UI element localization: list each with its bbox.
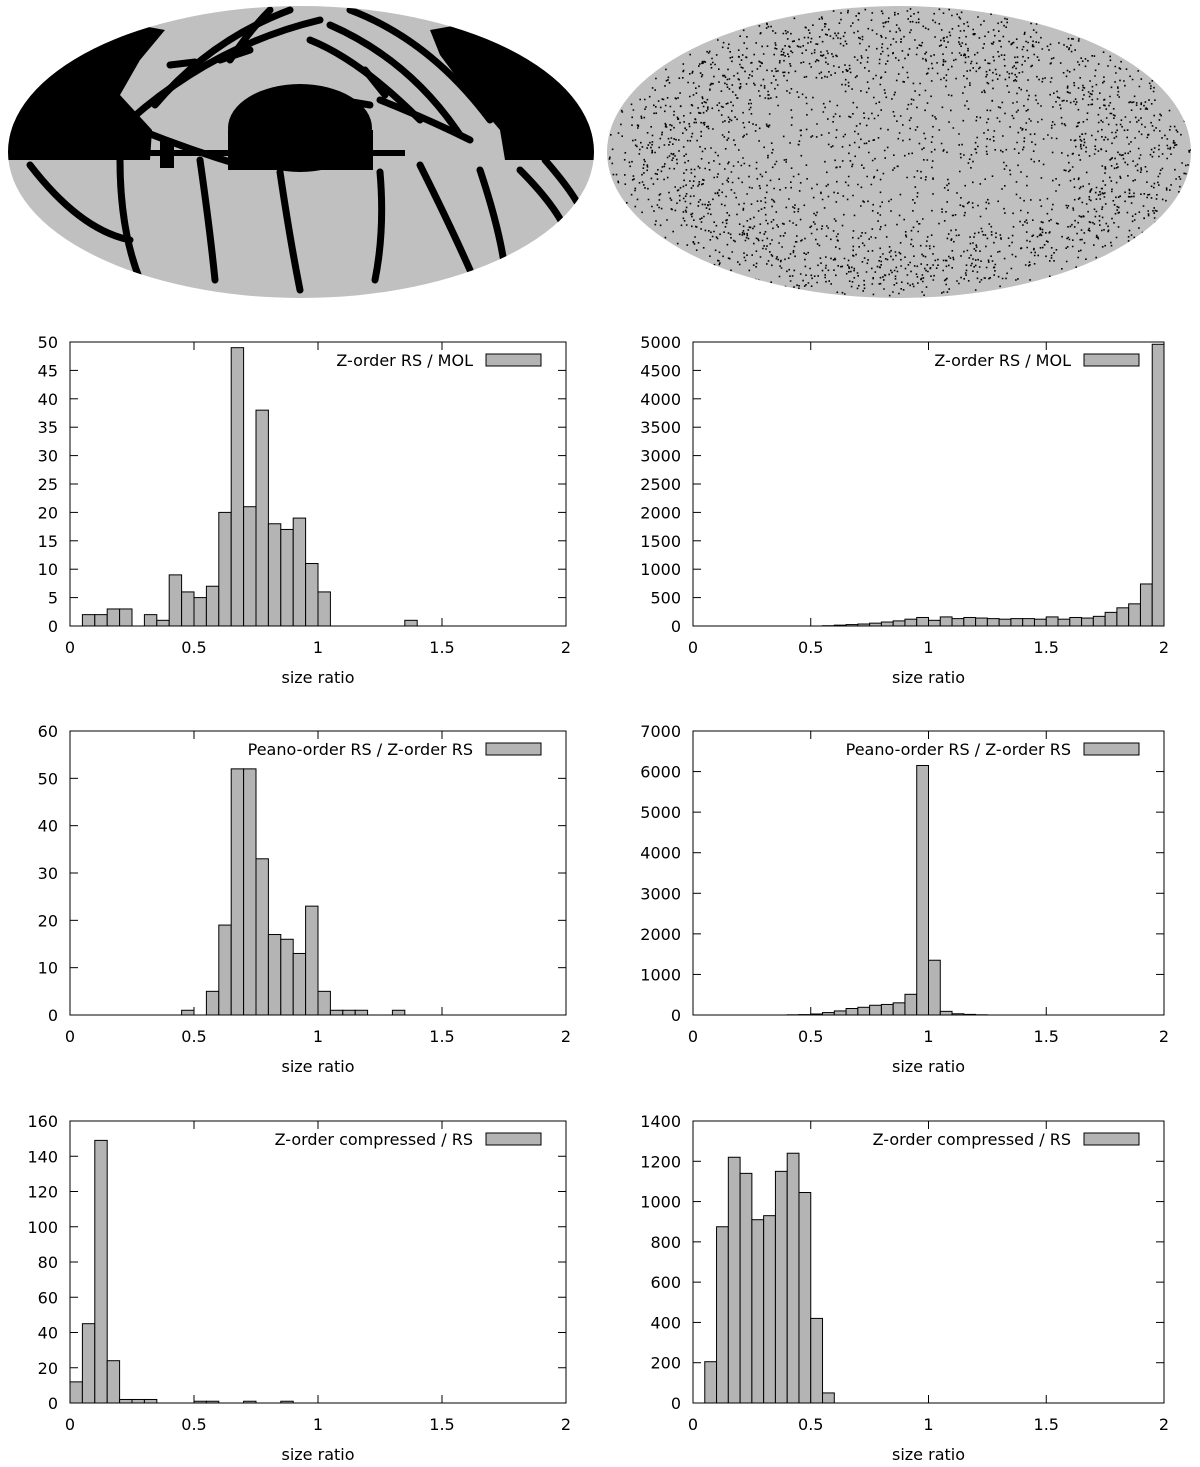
histogram-bar bbox=[82, 1324, 94, 1403]
y-tick-label: 0 bbox=[47, 617, 58, 636]
histogram-bar bbox=[999, 619, 1011, 626]
y-tick-label: 1000 bbox=[640, 560, 681, 580]
y-tick-label: 15 bbox=[37, 531, 58, 551]
y-tick-label: 60 bbox=[37, 1288, 58, 1308]
y-tick-label: 600 bbox=[650, 1273, 681, 1293]
y-tick-label: 35 bbox=[37, 418, 58, 438]
histogram-bar bbox=[976, 618, 988, 626]
x-tick-label: 0 bbox=[64, 1027, 76, 1046]
histogram-bar bbox=[1082, 618, 1094, 626]
histogram-bar bbox=[157, 620, 169, 626]
y-tick-label: 45 bbox=[37, 361, 58, 381]
y-tick-label: 1000 bbox=[640, 965, 681, 985]
x-axis-label: size ratio bbox=[281, 1057, 355, 1076]
histogram-bar bbox=[952, 619, 964, 626]
histogram-z-order-rs-mol-right bbox=[600, 325, 1200, 725]
x-tick-label: 1 bbox=[312, 638, 324, 657]
x-tick-label: 1 bbox=[923, 638, 934, 657]
x-tick-label: 2 bbox=[560, 1415, 572, 1434]
histogram-bar bbox=[987, 619, 999, 626]
legend-label: Z-order compressed / RS bbox=[872, 1130, 1071, 1149]
x-axis-label: size ratio bbox=[892, 1445, 965, 1464]
histogram-z-order-compressed-left bbox=[0, 1104, 600, 1467]
x-tick-label: 1.5 bbox=[1033, 1415, 1059, 1434]
y-tick-label: 500 bbox=[650, 588, 681, 608]
histogram-bar bbox=[144, 615, 156, 626]
histogram-bar bbox=[917, 765, 929, 1015]
histogram-bar bbox=[120, 609, 132, 626]
x-tick-label: 2 bbox=[1158, 1027, 1170, 1046]
histogram-bar bbox=[705, 1362, 717, 1403]
histogram-bar bbox=[905, 994, 917, 1015]
histogram-bar bbox=[964, 1014, 976, 1015]
legend-label: Z-order compressed / RS bbox=[274, 1130, 473, 1149]
y-tick-label: 3000 bbox=[640, 884, 681, 904]
histogram-bar bbox=[1129, 604, 1141, 626]
legend-label: Z-order RS / MOL bbox=[934, 351, 1071, 370]
histogram-bar bbox=[740, 1173, 752, 1403]
y-tick-label: 25 bbox=[37, 475, 58, 494]
histogram-bar bbox=[318, 592, 330, 626]
histogram-bar bbox=[870, 623, 882, 626]
y-tick-label: 7000 bbox=[640, 722, 681, 741]
histogram-bar bbox=[95, 615, 107, 626]
x-tick-label: 0 bbox=[64, 1415, 76, 1434]
x-axis-label: size ratio bbox=[281, 668, 355, 687]
histogram-bar bbox=[70, 1382, 82, 1403]
x-tick-label: 1 bbox=[312, 1027, 324, 1046]
histogram-bar bbox=[82, 615, 94, 626]
histogram-bar bbox=[281, 529, 293, 626]
y-tick-label: 200 bbox=[650, 1353, 681, 1373]
histogram-bar bbox=[858, 624, 870, 626]
histogram-bar bbox=[728, 1157, 740, 1403]
y-tick-label: 10 bbox=[37, 958, 58, 978]
histogram-bar bbox=[1023, 619, 1035, 626]
x-tick-label: 0.5 bbox=[798, 1027, 824, 1046]
histogram-bar bbox=[870, 1005, 882, 1015]
histogram-bar bbox=[940, 1011, 952, 1015]
histogram-bar bbox=[834, 625, 846, 626]
y-tick-label: 800 bbox=[650, 1232, 681, 1252]
histogram-bar bbox=[1152, 344, 1164, 626]
y-tick-label: 5000 bbox=[640, 803, 681, 823]
x-tick-label: 0.5 bbox=[181, 638, 207, 657]
histogram-bar bbox=[811, 1318, 823, 1403]
histogram-bar bbox=[823, 1393, 835, 1403]
y-tick-label: 30 bbox=[37, 864, 58, 883]
histogram-bar bbox=[256, 410, 268, 626]
x-tick-label: 1.5 bbox=[429, 638, 455, 657]
x-tick-label: 0 bbox=[687, 1415, 699, 1434]
histogram-bar bbox=[405, 620, 417, 626]
y-tick-label: 20 bbox=[37, 1358, 58, 1378]
y-tick-label: 120 bbox=[27, 1182, 58, 1202]
y-tick-label: 6000 bbox=[640, 762, 681, 782]
histogram-bar bbox=[1058, 619, 1070, 626]
y-tick-label: 10 bbox=[37, 560, 58, 580]
legend-swatch bbox=[486, 743, 541, 755]
x-tick-label: 2 bbox=[1158, 638, 1170, 657]
x-axis-label: size ratio bbox=[892, 1057, 965, 1076]
histogram-bar bbox=[964, 617, 976, 626]
x-tick-label: 0 bbox=[687, 638, 699, 657]
y-tick-label: 5 bbox=[47, 588, 58, 608]
x-tick-label: 1.5 bbox=[429, 1415, 455, 1434]
histogram-bar bbox=[917, 617, 929, 626]
y-tick-label: 0 bbox=[670, 617, 681, 636]
histogram-bar bbox=[893, 621, 905, 626]
y-tick-label: 60 bbox=[37, 722, 58, 741]
y-tick-label: 20 bbox=[37, 911, 58, 931]
y-tick-label: 4500 bbox=[640, 361, 681, 381]
histogram-bar bbox=[834, 1011, 846, 1015]
x-axis-label: size ratio bbox=[281, 1445, 355, 1464]
y-tick-label: 2500 bbox=[640, 475, 681, 494]
histogram-bar bbox=[206, 1401, 218, 1403]
histogram-bar bbox=[846, 1009, 858, 1015]
y-tick-label: 1200 bbox=[640, 1152, 681, 1172]
histogram-bar bbox=[306, 564, 318, 626]
histogram-bar bbox=[940, 617, 952, 626]
x-tick-label: 0.5 bbox=[798, 1415, 824, 1434]
x-tick-label: 2 bbox=[1158, 1415, 1170, 1434]
y-tick-label: 0 bbox=[670, 1394, 681, 1413]
y-tick-label: 40 bbox=[37, 816, 58, 836]
histogram-bar bbox=[355, 1010, 367, 1015]
y-tick-label: 30 bbox=[37, 446, 58, 466]
y-tick-label: 100 bbox=[27, 1217, 58, 1237]
histogram-bar bbox=[293, 518, 305, 626]
legend-swatch bbox=[1084, 354, 1139, 366]
y-tick-label: 140 bbox=[27, 1147, 58, 1167]
histogram-bar bbox=[1034, 619, 1046, 626]
histogram-bar bbox=[107, 609, 119, 626]
y-tick-label: 3000 bbox=[640, 446, 681, 466]
x-tick-label: 1.5 bbox=[1033, 1027, 1059, 1046]
y-tick-label: 0 bbox=[670, 1006, 681, 1025]
x-axis-label: size ratio bbox=[892, 668, 965, 687]
histogram-bar bbox=[231, 769, 243, 1015]
histogram-bar bbox=[929, 960, 941, 1015]
histogram-bar bbox=[256, 859, 268, 1015]
histogram-bar bbox=[1117, 608, 1129, 626]
histogram-bar bbox=[169, 575, 181, 626]
histogram-bar bbox=[132, 1399, 144, 1403]
x-tick-label: 1.5 bbox=[1033, 638, 1059, 657]
y-tick-label: 50 bbox=[37, 769, 58, 789]
y-tick-label: 400 bbox=[650, 1313, 681, 1333]
x-tick-label: 0 bbox=[64, 638, 76, 657]
histogram-peano-order-rs-right bbox=[600, 714, 1200, 1114]
histogram-bar bbox=[306, 906, 318, 1015]
histogram-bar bbox=[764, 1216, 776, 1403]
y-tick-label: 4000 bbox=[640, 389, 681, 409]
histogram-bar bbox=[219, 925, 231, 1015]
legend-swatch bbox=[486, 1133, 541, 1145]
histogram-bar bbox=[1105, 612, 1117, 626]
plot-frame bbox=[693, 342, 1164, 626]
histogram-z-order-compressed-right bbox=[600, 1104, 1200, 1467]
legend-label: Peano-order RS / Z-order RS bbox=[247, 740, 473, 759]
histogram-bar bbox=[206, 991, 218, 1015]
histogram-bar bbox=[182, 592, 194, 626]
y-tick-label: 40 bbox=[37, 389, 58, 409]
histogram-peano-order-rs-left bbox=[0, 714, 600, 1114]
x-tick-label: 2 bbox=[560, 1027, 572, 1046]
histogram-bar bbox=[343, 1010, 355, 1015]
histogram-bar bbox=[929, 620, 941, 626]
x-tick-label: 2 bbox=[560, 638, 572, 657]
plot-frame bbox=[70, 1121, 566, 1403]
histogram-bar bbox=[244, 1401, 256, 1403]
histogram-bar bbox=[120, 1399, 132, 1403]
histogram-bar bbox=[1093, 616, 1105, 626]
histogram-bar bbox=[893, 1003, 905, 1015]
histogram-bar bbox=[244, 507, 256, 626]
histogram-bar bbox=[219, 512, 231, 626]
legend-swatch bbox=[1084, 743, 1139, 755]
y-tick-label: 1000 bbox=[640, 1192, 681, 1212]
histogram-bar bbox=[846, 625, 858, 626]
y-tick-label: 0 bbox=[47, 1006, 58, 1025]
y-tick-label: 0 bbox=[47, 1394, 58, 1413]
y-tick-label: 50 bbox=[37, 333, 58, 352]
histogram-bar bbox=[392, 1010, 404, 1015]
histogram-bar bbox=[881, 1004, 893, 1015]
y-tick-label: 3500 bbox=[640, 418, 681, 438]
histogram-bar bbox=[95, 1140, 107, 1403]
legend-label: Peano-order RS / Z-order RS bbox=[845, 740, 1071, 759]
y-tick-label: 80 bbox=[37, 1253, 58, 1272]
histogram-bar bbox=[268, 524, 280, 626]
sky-map-background bbox=[607, 6, 1191, 298]
histogram-bar bbox=[1140, 584, 1152, 626]
x-tick-label: 1 bbox=[923, 1415, 934, 1434]
coverage-sky-map bbox=[0, 0, 600, 305]
legend-swatch bbox=[486, 354, 541, 366]
y-tick-label: 5000 bbox=[640, 333, 681, 352]
legend-label: Z-order RS / MOL bbox=[336, 351, 473, 370]
x-tick-label: 1 bbox=[923, 1027, 934, 1046]
y-tick-label: 2000 bbox=[640, 503, 681, 523]
x-tick-label: 0.5 bbox=[181, 1027, 207, 1046]
histogram-bar bbox=[1070, 617, 1082, 626]
y-tick-label: 160 bbox=[27, 1112, 58, 1131]
histogram-z-order-rs-mol-left bbox=[0, 325, 600, 725]
histogram-bar bbox=[811, 1014, 823, 1015]
y-tick-label: 2000 bbox=[640, 924, 681, 944]
x-tick-label: 1 bbox=[312, 1415, 324, 1434]
y-tick-label: 4000 bbox=[640, 843, 681, 863]
histogram-bar bbox=[752, 1220, 764, 1403]
histogram-bar bbox=[293, 953, 305, 1015]
legend-swatch bbox=[1084, 1133, 1139, 1145]
histogram-bar bbox=[206, 586, 218, 626]
histogram-bar bbox=[717, 1227, 729, 1403]
histogram-bar bbox=[194, 598, 206, 626]
histogram-bar bbox=[881, 622, 893, 626]
histogram-bar bbox=[330, 1010, 342, 1015]
x-tick-label: 0.5 bbox=[798, 638, 824, 657]
y-tick-label: 1500 bbox=[640, 531, 681, 551]
histogram-bar bbox=[775, 1171, 787, 1403]
histogram-bar bbox=[1011, 619, 1023, 626]
scatter-sky-map bbox=[600, 0, 1200, 305]
histogram-bar bbox=[182, 1010, 194, 1015]
histogram-bar bbox=[231, 348, 243, 626]
y-tick-label: 40 bbox=[37, 1323, 58, 1343]
histogram-bar bbox=[268, 935, 280, 1015]
histogram-bar bbox=[905, 619, 917, 626]
histogram-bar bbox=[1046, 617, 1058, 626]
y-tick-label: 1400 bbox=[640, 1112, 681, 1131]
histogram-bar bbox=[107, 1361, 119, 1403]
x-tick-label: 0 bbox=[687, 1027, 699, 1046]
histogram-bar bbox=[281, 1401, 293, 1403]
x-tick-label: 1.5 bbox=[429, 1027, 455, 1046]
histogram-bar bbox=[952, 1014, 964, 1015]
y-tick-label: 20 bbox=[37, 503, 58, 523]
histogram-bar bbox=[799, 1193, 811, 1403]
histogram-bar bbox=[823, 1013, 835, 1015]
x-tick-label: 0.5 bbox=[181, 1415, 207, 1434]
histogram-bar bbox=[318, 991, 330, 1015]
histogram-bar bbox=[858, 1007, 870, 1015]
histogram-bar bbox=[244, 769, 256, 1015]
histogram-bar bbox=[144, 1399, 156, 1403]
histogram-bar bbox=[194, 1401, 206, 1403]
histogram-bar bbox=[281, 939, 293, 1015]
histogram-bar bbox=[787, 1153, 799, 1403]
